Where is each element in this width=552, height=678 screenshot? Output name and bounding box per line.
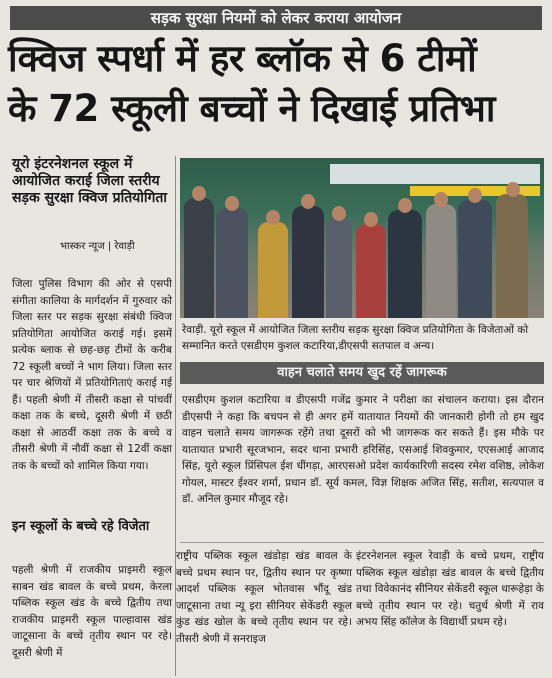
photo-person bbox=[458, 200, 492, 318]
article-body-bottom-col-2: इंटरनेशनल स्कूल रेवाड़ी के बच्चे प्रथम, राष्ट्रीय पब्लिक स्कूल खंडोड़ा खंड बावल के बच्चे द्वितीय तथा विवेकानंद सीनियर सेकेंडरी स्कूल धारूहेड़ा के बच्चे तृतीय स्थान पर रहे। चतुर्थ श्रेणी में राव अभय सिंह कॉलेज के विद्यार्थी प्रथम रहे। bbox=[356, 550, 544, 628]
winners-subheading: इन स्कूलों के बच्चे रहे विजेता bbox=[12, 519, 150, 534]
photo-head bbox=[266, 210, 280, 225]
photo-head bbox=[506, 182, 520, 197]
news-photo bbox=[180, 158, 544, 318]
article-body-right: एसडीएम कुशल कटारिया व डीएसपी गजेंद्र कुमार ने परीक्षा का संचालन कराया। इस दौरान डीएसपी ने कहा कि बचपन से ही अगर हमें यातायात नियमों की जानकारी होगी तो हम खुद वाहन चलाते समय जागरूक रहेंगे तथा दूसरों को भी जागरूक कर सकते हैं। इस मौके पर यातायात प्रभारी सूरजभान, सदर थाना प्रभारी हरिसिंह, एसआई शिवकुमार, एएसआई आजाद सिंह, यूरो स्कूल प्रिंसिपल ईश धींगड़ा, आरएसओ प्रदेश कार्यकारिणी सदस्य रमेश वशिष्ठ, लोकेश गोयल, मास्टर ईश्वर शर्मा, प्रधान डॉ. सूर्य कमल, विज्ञ शिक्षक अजित सिंह, सतीश, सत्यपाल व डॉ. अनिल कुमार मौजूद रहे। bbox=[182, 394, 544, 505]
article-body-bottom-col-1: राष्ट्रीय पब्लिक स्कूल खंडोड़ा खंड बावल के बच्चे प्रथम स्थान पर, द्वितीय स्थान पर कृष्णा आदर्श पब्लिक स्कूल भोतवास भौंदू खंड जाटूसाना तथा न्यू इरा सीनियर सेकेंडरी स्कूल कुंड खंड खोल के बच्चे तृतीय स्थान पर रहे। तीसरी श्रेणी में सनराइज bbox=[176, 550, 352, 645]
photo-head bbox=[225, 196, 239, 211]
article-body-left: जिला पुलिस विभाग की ओर से एसपी संगीता कालिया के मार्गदर्शन में गुरुवार को जिला स्तर पर सड़क सुरक्षा संबंधी क्विज प्रतियोगिता आयोजित कराई गई। इसमें प्रत्येक ब्लाक से छह-छह टीमों के करीब 72 स्कूली बच्चों ने भाग लिया। जिला स्तर पर चार श्रेणियों में प्रतियोगिताएं कराई गई हैं। पहली श्रेणी में तीसरी कक्षा से पांचवीं कक्षा तक के बच्चे, दूसरी श्रेणी में छठी कक्षा से आठवीं कक्षा तक के बच्चे व तीसरी श्रेणी में नौवीं कक्षा से 12वीं कक्षा तक के बच्चों को शामिल किया गया। bbox=[12, 278, 172, 472]
subheadline: यूरो इंटरनेशनल स्कूल में आयोजित कराई जिला स्तरीय सड़क सुरक्षा क्विज प्रतियोगिता bbox=[12, 156, 168, 206]
horizontal-divider bbox=[180, 542, 544, 543]
photo-person bbox=[216, 208, 248, 318]
photo-person bbox=[184, 198, 214, 318]
photo-person bbox=[326, 218, 352, 318]
photo-person bbox=[356, 224, 386, 318]
section-title-bar: वाहन चलाते समय खुद रहें जागरूक bbox=[180, 362, 544, 384]
kicker-banner: सड़क सुरक्षा नियमों को लेकर कराया आयोजन bbox=[10, 6, 542, 30]
photo-head bbox=[398, 198, 412, 213]
photo-person bbox=[426, 204, 456, 318]
headline-line-1: क्विज स्पर्धा में हर ब्लॉक से 6 टीमों bbox=[8, 37, 477, 80]
byline: भास्कर न्यूज | रेवाड़ी bbox=[60, 241, 135, 252]
headline bbox=[8, 34, 544, 134]
photo-head bbox=[192, 186, 206, 201]
photo-head bbox=[332, 206, 346, 221]
photo-caption: रेवाड़ी. यूरो स्कूल में आयोजित जिला स्तरीय सड़क सुरक्षा क्विज प्रतियोगिता के विजेताओं को सम्मानित करते एसडीएम कुशल कटारिया,डीएसपी सतपाल व अन्य। bbox=[182, 324, 529, 352]
photo-head bbox=[364, 212, 378, 227]
photo-backdrop-banner bbox=[330, 164, 540, 184]
photo-person bbox=[258, 222, 288, 318]
photo-head bbox=[434, 192, 448, 207]
photo-head bbox=[301, 194, 315, 209]
photo-person bbox=[292, 206, 324, 318]
article-body-left-bottom: पहली श्रेणी में राजकीय प्राइमरी स्कूल साबन खंड बावल के बच्चे प्रथम, केरला पब्लिक स्कूल खंड के बच्चे द्वितीय तथा राजकीय प्राइमरी स्कूल पाल्हावास खंड जाटूसाना के बच्चे तृतीय स्थान पर रहे। दूसरी श्रेणी में bbox=[12, 564, 172, 659]
photo-person bbox=[388, 210, 422, 318]
headline-line-2: के 72 स्कूली बच्चों ने दिखाई प्रतिभा bbox=[8, 87, 495, 130]
photo-person bbox=[496, 194, 528, 318]
photo-head bbox=[468, 188, 482, 203]
